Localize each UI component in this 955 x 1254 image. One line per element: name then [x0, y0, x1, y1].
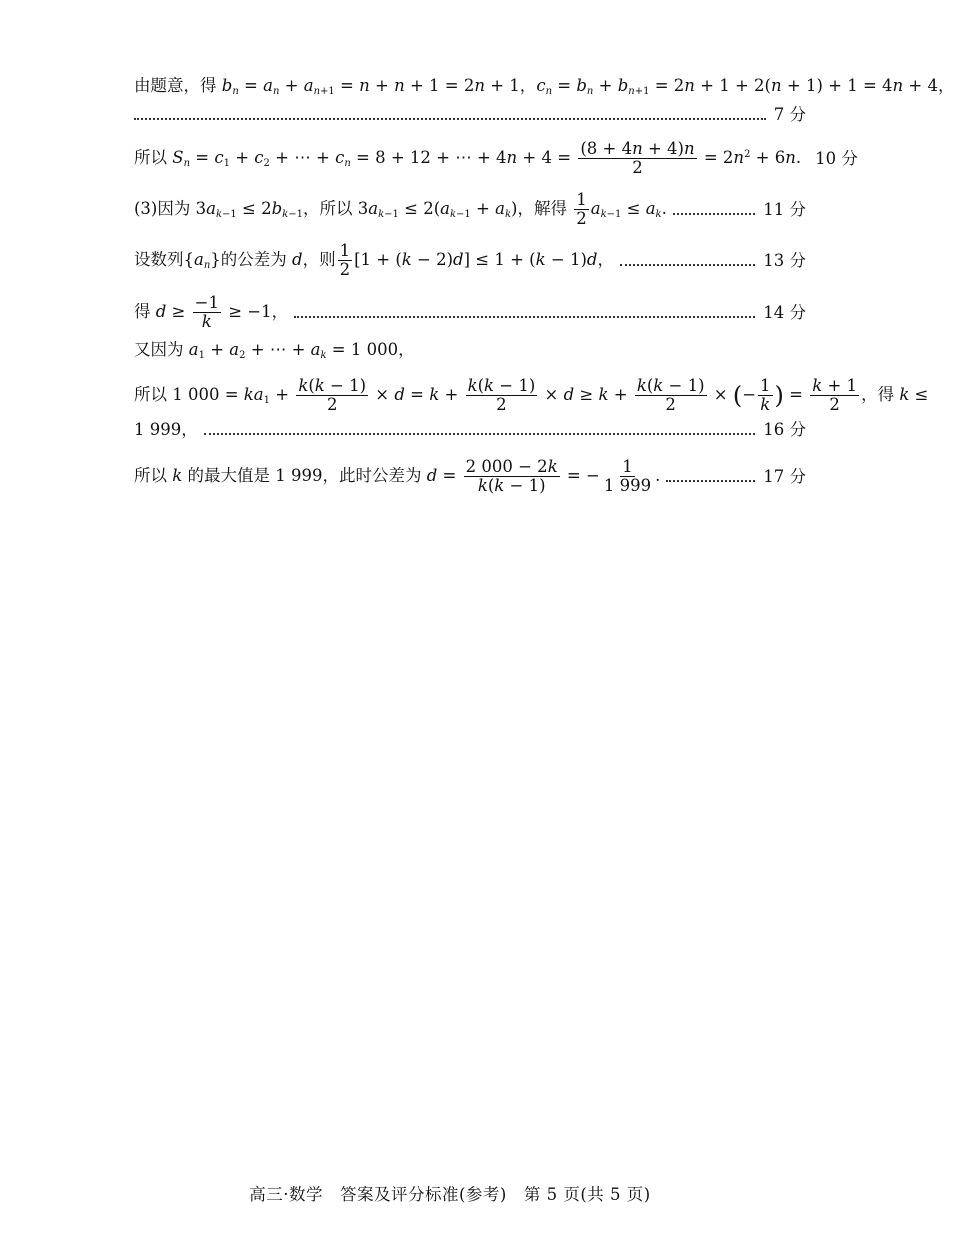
score-16: 16 分: [763, 420, 806, 439]
line-4-text: (3)因为 $3a_{k-1} \le 2b_{k-1}$，所以 $3a_{k-1} \le 2(a_{k-1} + a_k)$，解得 $\frac{1}{2}$ $a_{k-1} \le a_k$.: [134, 190, 667, 228]
line-10: [134, 458, 806, 495]
score-11: 11 分: [763, 199, 806, 219]
dot-leader: [673, 213, 755, 215]
line-8: [134, 376, 929, 414]
line-5-text: 设数列$\{a_n\}$的公差为 d，则 $\frac{1}{2}$ [1 + (k − 2)d] ≤ 1 + (k − 1)d，: [134, 241, 614, 279]
dot-leader: [666, 480, 755, 482]
line-7: [134, 338, 806, 368]
line-7-text: 又因为 $a_1 + a_2$ + ⋯ + $a_k = 1$ 000，: [134, 340, 415, 361]
line-8-text: 所以 1 $000 = ka_1$ + $\frac{k(k - 1)}{2}$ × d = k + $\frac{k(k - 1)}{2}$ × d ≥ k + $\frac{k(k - 1)}{2}$ × (− $\frac{1}{k}$ ) = $\frac{k + 1}{2}$ ，得 k ≤: [134, 376, 929, 414]
line-6-text: 得 d ≥ $\frac{-1}{k}$ ≥ −1，: [134, 293, 289, 331]
line-2: [134, 103, 806, 127]
line-3: [134, 139, 858, 177]
line-9-text: 1 999，: [134, 420, 198, 439]
line-5: [134, 242, 806, 279]
line-9: [134, 418, 806, 442]
score-7: 7 分: [773, 105, 806, 124]
score-17: 17 分: [763, 466, 806, 486]
score-14: 14 分: [763, 302, 806, 322]
line-6: [134, 294, 806, 331]
score-10: 10 分: [815, 148, 858, 168]
score-13: 13 分: [763, 250, 806, 270]
dot-leader: [134, 118, 766, 120]
page-footer: 高三·数学 答案及评分标准(参考) 第 5 页(共 5 页): [249, 1185, 651, 1204]
dot-leader: [620, 264, 755, 266]
line-10-text: 所以 k 的最大值是 1 999，此时公差为 d = $\frac{2 000 - 2k}{k(k - 1)}$ = − $\frac{1}{1 999}$ .: [134, 457, 661, 495]
line-1-text: 由题意，得 $b_n = a_n + a_{n+1} = n + n + 1 = 2n + 1$，$c_n = b_n + b_{n+1} = 2n + 1 + 2(n + 1) + 1 = 4n + 4$，: [134, 76, 955, 97]
line-1: [134, 74, 955, 104]
dot-leader: [204, 433, 756, 435]
dot-leader: [294, 316, 755, 318]
line-4: [134, 191, 806, 228]
line-3-text: 所以 $S_n = c_1 + c_2$ + ⋯ + $c_n = 8 + 12$ + ⋯ + 4n + 4 = $\frac{(8 + 4n + 4)n}{2}$ = $2n^2 + 6n$.: [134, 139, 802, 177]
